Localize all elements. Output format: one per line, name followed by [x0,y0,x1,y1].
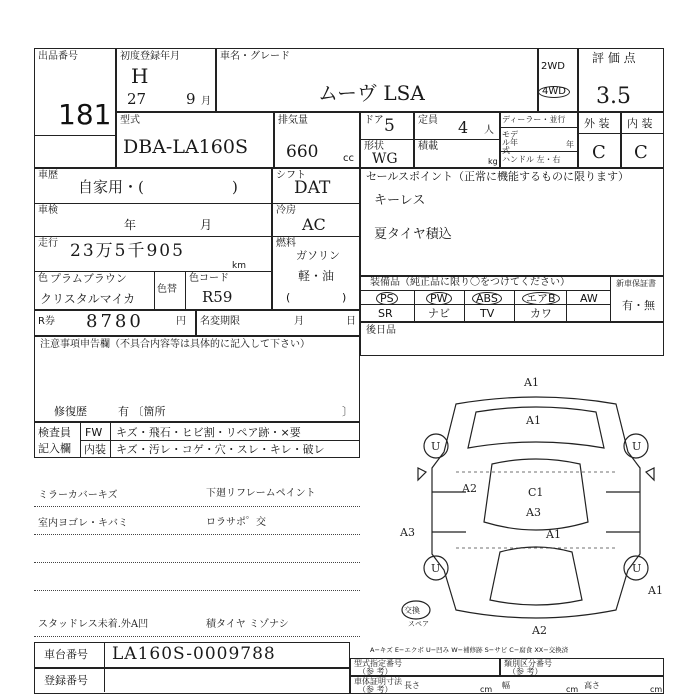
inspector-label1: 検査員 [38,426,71,439]
reg-year: 27 [127,90,147,108]
ext: C [592,142,606,163]
note-l2: 室内ヨゴレ・キバミ [38,518,128,529]
equip-pw: PW [426,292,452,305]
insp-row2: キズ・汚レ・コゲ・穴・スレ・キレ・破レ [116,443,325,456]
disp: 660 [286,142,319,162]
cap: 4 [458,118,469,137]
extint-split [578,133,664,134]
cap-unit: 人 [484,125,494,136]
color-code: R59 [202,288,233,306]
legend: A−キズ E−エクボ U−凹み W−補修跡 S−サビ C−腐食 XX−交換済 [370,646,569,654]
insp-row [80,440,360,441]
width-cm: cm [566,685,579,694]
mileage-label: 走行 [38,238,58,249]
int: C [634,142,648,163]
color-2: クリスタルマイカ [40,292,136,306]
mark-u-fr: U [632,440,642,453]
designation-label: 型式指定番号 [354,659,402,668]
recolor-split [154,271,155,310]
note-r3: 積タイヤ ミゾナシ [206,619,289,630]
disp-unit: cc [343,153,354,164]
height-label: 高さ [584,681,600,690]
mileage: 23万5千905 [70,241,185,261]
repair-label: 修復歴 [54,405,87,418]
drive-box [538,48,578,112]
rken: 8780 [86,311,144,332]
insp-row1: キズ・飛石・ヒビ割・リペア跡・×要 [116,426,301,439]
fuel-paren-close: ) [342,291,347,304]
equip-abs: ABS [472,292,502,305]
rear-window [490,547,582,605]
mark-spare: スペア [408,620,429,628]
mark-u-fl: U [431,440,441,453]
name-change-label: 名変期限 [200,316,240,327]
mark-a2-bottom: A2 [532,624,547,637]
first-reg-label: 初度登録年月 [120,51,180,62]
equip-aw: AW [580,292,598,305]
notes-title: 注意事項申告欄（不具合内容等は具体的に記入して下さい） [40,339,310,350]
fuel-paren: ( [286,291,291,304]
era: H [131,64,149,88]
drive-4wd: 4WD [538,86,570,98]
dealer-split2 [500,151,578,152]
note-line-4 [34,590,360,591]
category-label: 類別区分番号 [504,659,552,668]
reg-month-unit: 月 [201,96,211,107]
sales-title: セールスポイント（正常に機能するものに限ります） [366,170,630,183]
sales-line2: 夏タイヤ積込 [374,227,452,242]
rken-label: R券 [38,316,55,327]
note-r1: 下廻リフレームペイント [206,488,316,499]
repair-value: 有 〔箇所 [118,405,166,418]
insp-interior: 内装 [84,443,106,456]
note-l3: スタッドレス未着.外A凹 [38,619,149,630]
model-year-label: モデル年式 [502,130,518,155]
color-code-label: 色コード [189,273,229,284]
shape: WG [372,151,398,167]
eq-col3 [514,290,515,322]
mark-a1-rear: A1 [546,528,561,541]
category-ref: （参 考） [508,667,543,676]
mark-a1-hood: A1 [526,414,541,427]
yen: 円 [176,316,186,327]
cert-ref: （参 考） [358,685,393,694]
equip-sr: SR [378,307,393,320]
fuel-2: 軽・油 [298,269,335,283]
inspection-label: 車検 [38,205,58,216]
rear-seat-label: 後日品 [366,325,396,336]
rear-seat-box [360,322,664,356]
left-door-line [432,492,466,532]
load-label: 積載 [418,141,438,152]
car-diagram [396,372,676,644]
note-r2: ロラサポ゜交 [206,517,266,528]
equip-tv: TV [480,307,495,320]
cap-split [414,139,500,140]
mark-a2: A2 [462,482,477,495]
door-split [360,139,414,140]
note-l1: ミラーカバーキズ [38,490,118,501]
lot-bottom [34,136,116,168]
ext-label: 外 装 [584,117,610,130]
shift: DAT [294,178,331,198]
disp-label: 排気量 [278,115,308,126]
history-close: ) [232,178,238,196]
aircon: AC [302,215,326,234]
equipment-title: 装備品（純正品に限り〇をつけてください） [370,277,570,288]
handle-label: ハンドル 左・右 [502,155,561,164]
insp-split2 [110,422,111,458]
note-line-1 [34,506,360,507]
mark-c1: C1 [528,486,544,499]
equip-ps: PS [376,292,398,305]
equip-kawa: カワ [530,307,552,320]
reg-month: 9 [186,90,196,108]
equip-airbag: エアB [522,292,560,305]
model: DBA-LA160S [123,136,248,158]
warranty-value: 有・無 [622,299,655,312]
repair-close: 〕 [342,405,353,418]
name-change-month: 月 [294,316,304,327]
color-label: 色 [38,273,48,284]
insp-fw: FW [85,426,103,439]
door: 5 [384,116,395,136]
name-grade-label: 車名・グレード [220,51,290,62]
inspection-year: 年 [124,218,137,232]
equip-navi: ナビ [428,307,450,320]
history-value: 自家用・( [78,178,144,196]
color-1: プラムブラウン [50,272,127,285]
width-label: 幅 [502,681,510,690]
door-label: ドア [364,115,384,126]
mark-spare-val: 交換 [404,606,420,615]
eq-col1 [414,290,415,322]
hist-row1 [34,203,360,204]
name-change-day: 日 [346,316,356,327]
chassis: LA160S-0009788 [112,644,276,664]
right-mirror [646,468,654,480]
colorcode-split [185,271,186,310]
drive-2wd: 2WD [541,61,565,72]
dealer-split [500,127,578,128]
len-cm: cm [480,685,493,694]
mark-a1-corner: A1 [648,584,663,597]
fuel-1: ガソリン [296,249,340,262]
shift-label: シフト [276,170,306,181]
eq-col2 [464,290,465,322]
sales-line1: キーレス [374,193,426,208]
right-door-line [606,492,640,532]
left-mirror [418,468,426,480]
shape-label: 形状 [364,141,384,152]
inspection-month: 月 [200,218,213,232]
model-label: 型式 [120,115,140,126]
score: 3.5 [596,84,631,109]
chassis-label: 車台番号 [44,648,88,661]
sales-box [360,168,664,276]
mark-u-rr: U [632,562,642,575]
recolor-label: 色替 [157,284,177,295]
mark-u-rl: U [431,562,441,575]
model-year-unit: 年 [566,140,574,149]
load-unit: kg [488,157,498,166]
mark-a3-left: A3 [400,526,415,539]
cap-label: 定員 [418,115,438,126]
aircon-label: 冷房 [276,205,296,216]
score-label: 評 価 点 [592,51,636,65]
equip-row-top [360,290,610,291]
note-line-2 [34,534,360,535]
mark-a3-roof: A3 [526,506,541,519]
warranty-split [610,276,611,322]
inspector-label2: 記入欄 [38,442,71,455]
history-label: 車歴 [38,170,58,181]
cert-label: 車体証明寸法 [354,677,402,686]
note-line-5 [34,636,360,637]
mark-a1-top: A1 [524,376,539,389]
height-cm: cm [650,685,663,694]
fuel-label: 燃料 [276,238,296,249]
len-label: 長さ [404,681,420,690]
warranty-label: 新車保証書 [616,279,656,288]
km: km [232,261,246,271]
int-label: 内 装 [627,117,653,130]
hist-row2 [34,236,360,237]
lot-label: 出品番号 [38,51,78,62]
lot-number: 181 [58,98,112,131]
reg-label: 登録番号 [44,674,88,687]
name-grade: ムーヴ LSA [318,81,425,105]
eq-col4 [566,290,567,322]
note-line-3 [34,562,360,563]
dealer-label: ディーラー・並行 [502,115,566,124]
designation-ref: （参 考） [358,667,393,676]
